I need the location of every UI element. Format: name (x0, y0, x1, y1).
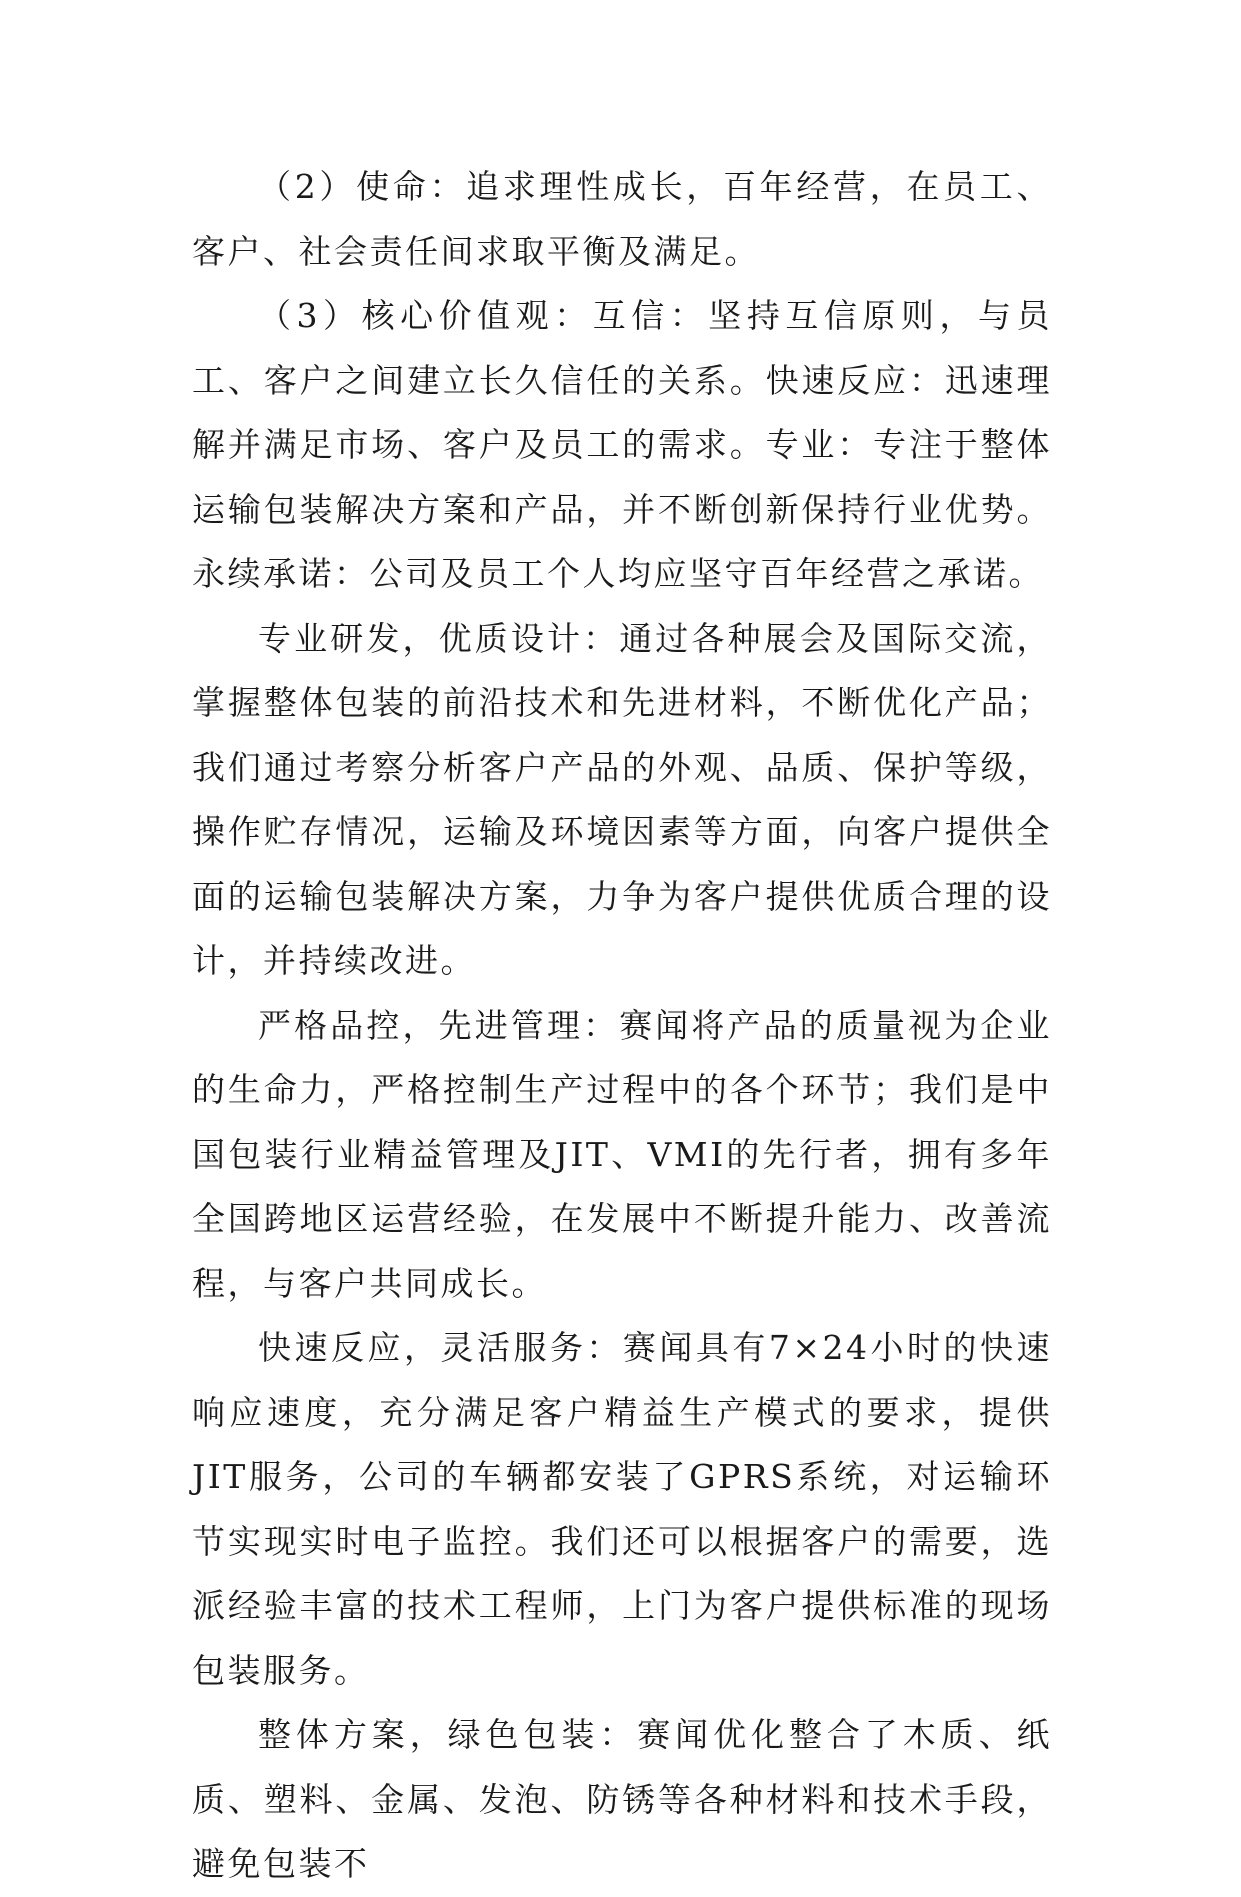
paragraph-green-packaging: 整体方案，绿色包装：赛闻优化整合了木质、纸质、塑料、金属、发泡、防锈等各种材料和技术手段，避免包装不 (192, 1715, 1052, 1883)
paragraph-fast-response: 快速反应，灵活服务：赛闻具有7×24小时的快速响应速度，充分满足客户精益生产模式的要求，提供JIT服务，公司的车辆都安装了GPRS系统，对运输环节实现实时电子监控。我们还可以根据客户的需要，选派经验丰富的技术工程师，上门为客户提供标准的现场包装服务。 (192, 1328, 1052, 1690)
body-text (192, 155, 1052, 1897)
paragraph-core-values: （3）核心价值观：互信：坚持互信原则，与员工、客户之间建立长久信任的关系。快速反应：迅速理解并满足市场、客户及员工的需求。专业：专注于整体运输包装解决方案和产品，并不断创新保持行业优势。永续承诺：公司及员工个人均应坚守百年经营之承诺。 (192, 296, 1052, 593)
paragraph-mission: （2）使命：追求理性成长，百年经营，在员工、客户、社会责任间求取平衡及满足。 (192, 167, 1052, 271)
paragraph-rd-design: 专业研发，优质设计：通过各种展会及国际交流，掌握整体包装的前沿技术和先进材料，不断优化产品；我们通过考察分析客户产品的外观、品质、保护等级，操作贮存情况，运输及环境因素等方面，向客户提供全面的运输包装解决方案，力争为客户提供优质合理的设计，并持续改进。 (192, 618, 1052, 980)
paragraph-quality-management: 严格品控，先进管理：赛闻将产品的质量视为企业的生命力，严格控制生产过程中的各个环节；我们是中国包装行业精益管理及JIT、VMI的先行者，拥有多年全国跨地区运营经验，在发展中不断提升能力、改善流程，与客户共同成长。 (192, 1005, 1052, 1303)
